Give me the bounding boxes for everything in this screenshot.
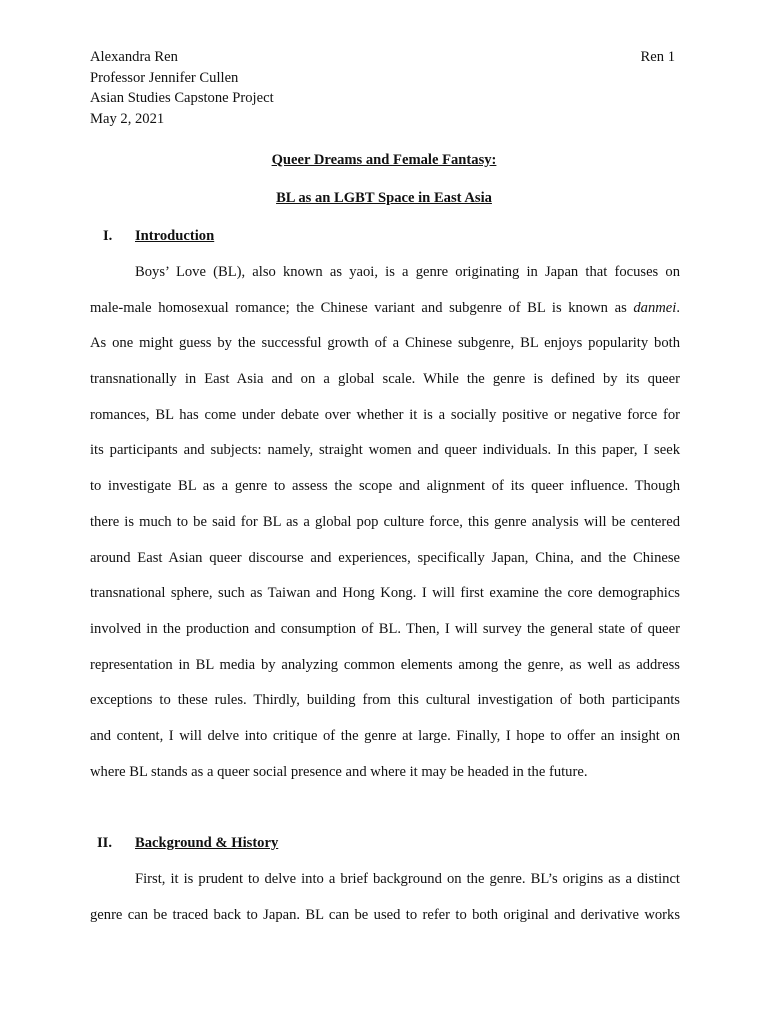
paragraph-line [90, 298, 680, 334]
line-text: male-male homosexual romance; the Chinese variant and subgenre of BL is known as [90, 299, 627, 316]
paragraph-line: romances, BL has come under debate over whether it is a socially positive or negative force for [90, 406, 680, 423]
document-date: May 2, 2021 [90, 110, 165, 127]
paragraph-line: representation in BL media by analyzing common elements among the genre, as well as address [90, 656, 680, 673]
section-title: Introduction [135, 228, 215, 244]
section-number: II. [97, 835, 113, 851]
paragraph-line: involved in the production and consumption of BL. Then, I will survey the general state of queer [90, 620, 680, 637]
professor-name: Professor Jennifer Cullen [90, 69, 239, 86]
background-paragraph [90, 869, 680, 940]
italic-term: danmei [633, 299, 677, 316]
paragraph-line: exceptions to these rules. Thirdly, building from this cultural investigation of both participants [90, 692, 680, 709]
heading-block [90, 47, 274, 129]
paragraph-line: and content, I will delve into critique of the genre at large. Finally, I hope to offer an insight on [90, 727, 680, 744]
introduction-paragraph [90, 262, 680, 797]
paragraph-line: around East Asian queer discourse and experiences, specifically Japan, China, and the Chinese [90, 549, 680, 566]
paragraph-line: to investigate BL as a genre to assess the scope and alignment of its queer influence. Though [90, 478, 680, 495]
line-punctuation: . [676, 299, 680, 316]
paragraph-line: there is much to be said for BL as a global pop culture force, this genre analysis will be centered [90, 513, 680, 530]
page-number: Ren 1 [640, 49, 675, 65]
paragraph-line: First, it is prudent to delve into a brief background on the genre. BL’s origins as a distinct [135, 871, 680, 887]
title-line-1: Queer Dreams and Female Fantasy: [271, 152, 497, 168]
course-name: Asian Studies Capstone Project [90, 90, 274, 107]
author-name: Alexandra Ren [90, 49, 178, 65]
paragraph-line: where BL stands as a queer social presence and where it may be headed in the future. [90, 763, 588, 780]
title-line-2: BL as an LGBT Space in East Asia [276, 190, 492, 206]
paragraph-line: transnationally in East Asia and on a global scale. While the genre is defined by its queer [90, 371, 680, 388]
paragraph-line: As one might guess by the successful growth of a Chinese subgenre, BL enjoys popularity both [90, 335, 680, 352]
paragraph-line: transnational sphere, such as Taiwan and Hong Kong. I will first examine the core demographics [90, 585, 680, 602]
section-title: Background & History [135, 835, 279, 851]
paragraph-line: Boys’ Love (BL), also known as yaoi, is a genre originating in Japan that focuses on [135, 264, 680, 280]
paragraph-line: genre can be traced back to Japan. BL can be used to refer to both original and derivative works [90, 906, 680, 923]
section-number: I. [103, 228, 113, 244]
paragraph-line: its participants and subjects: namely, straight women and queer individuals. In this paper, I seek [90, 442, 680, 459]
